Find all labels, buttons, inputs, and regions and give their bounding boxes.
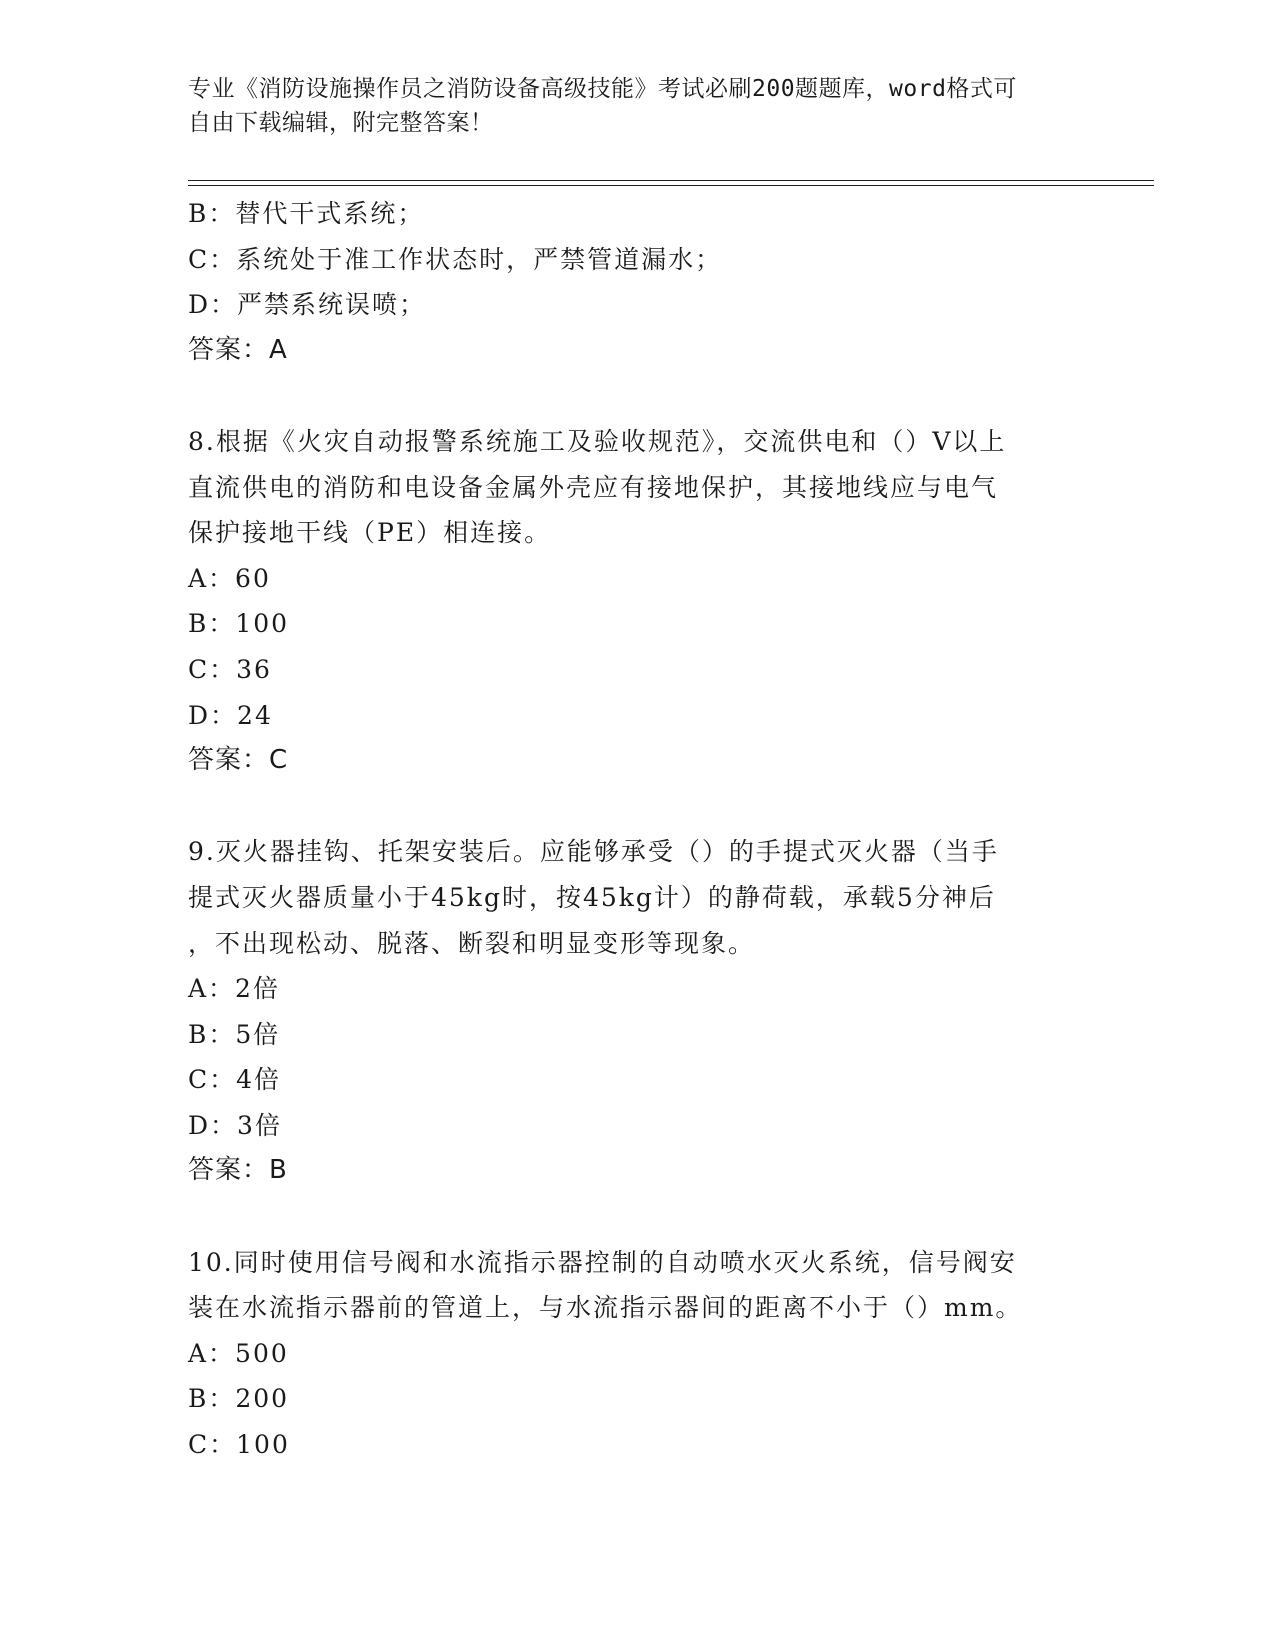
option-b: B：替代干式系统；: [188, 199, 425, 228]
question-10: [188, 1240, 1088, 1468]
option-c: C：系统处于准工作状态时，严禁管道漏水；: [188, 244, 723, 274]
option-b: B：200: [188, 1384, 290, 1414]
option-c: C：4倍: [188, 1065, 282, 1095]
question-stem-line: 装在水流指示器前的管道上，与水流指示器间的距离不小于（）mm。: [188, 1293, 1023, 1323]
question-9: [188, 829, 1088, 1194]
option-c: C：36: [188, 654, 272, 684]
option-a: A：60: [188, 563, 271, 593]
question-list: [188, 191, 1088, 1468]
header-line-1: 专业《消防设施操作员之消防设备高级技能》考试必刷200题题库，word格式可: [188, 76, 1017, 102]
question-stem-line: 8.根据《火灾自动报警系统施工及验收规范》，交流供电和（）V以上: [188, 426, 1007, 456]
spacer: [188, 1194, 1088, 1240]
option-b: B：5倍: [188, 1019, 281, 1049]
question-stem-line: 10.同时使用信号阀和水流指示器控制的自动喷水灭火系统，信号阀安: [188, 1247, 1017, 1277]
question-8: [188, 419, 1088, 784]
question-stem-line: 直流供电的消防和电设备金属外壳应有接地保护，其接地线应与电气: [188, 472, 999, 502]
spacer: [188, 373, 1088, 419]
header-line-2: 自由下载编辑，附完整答案！: [188, 110, 494, 136]
header-divider-bottom: [188, 185, 1154, 186]
header-divider-top: [188, 180, 1154, 181]
spacer: [188, 784, 1088, 830]
option-d: D：24: [188, 700, 273, 730]
question-7-continued: [188, 191, 1088, 373]
option-d: D：3倍: [188, 1110, 282, 1140]
option-a: A：500: [188, 1338, 289, 1368]
question-stem-line: 9.灭火器挂钩、托架安装后。应能够承受（）的手提式灭火器（当手: [188, 837, 999, 867]
question-stem-line: 提式灭火器质量小于45kg时，按45kg计）的静荷载，承载5分神后: [188, 882, 996, 912]
option-c: C：100: [188, 1430, 290, 1460]
option-b: B：100: [188, 609, 290, 639]
document-header: [188, 72, 1068, 140]
answer: 答案：C: [188, 745, 289, 776]
question-stem-line: 保护接地干线（PE）相连接。: [188, 518, 552, 548]
answer: 答案：B: [188, 1155, 288, 1186]
option-a: A：2倍: [188, 974, 280, 1004]
answer: 答案：A: [188, 334, 288, 365]
option-d: D：严禁系统误喷；: [188, 290, 427, 320]
question-stem-line: ，不出现松动、脱落、断裂和明显变形等现象。: [188, 928, 756, 958]
